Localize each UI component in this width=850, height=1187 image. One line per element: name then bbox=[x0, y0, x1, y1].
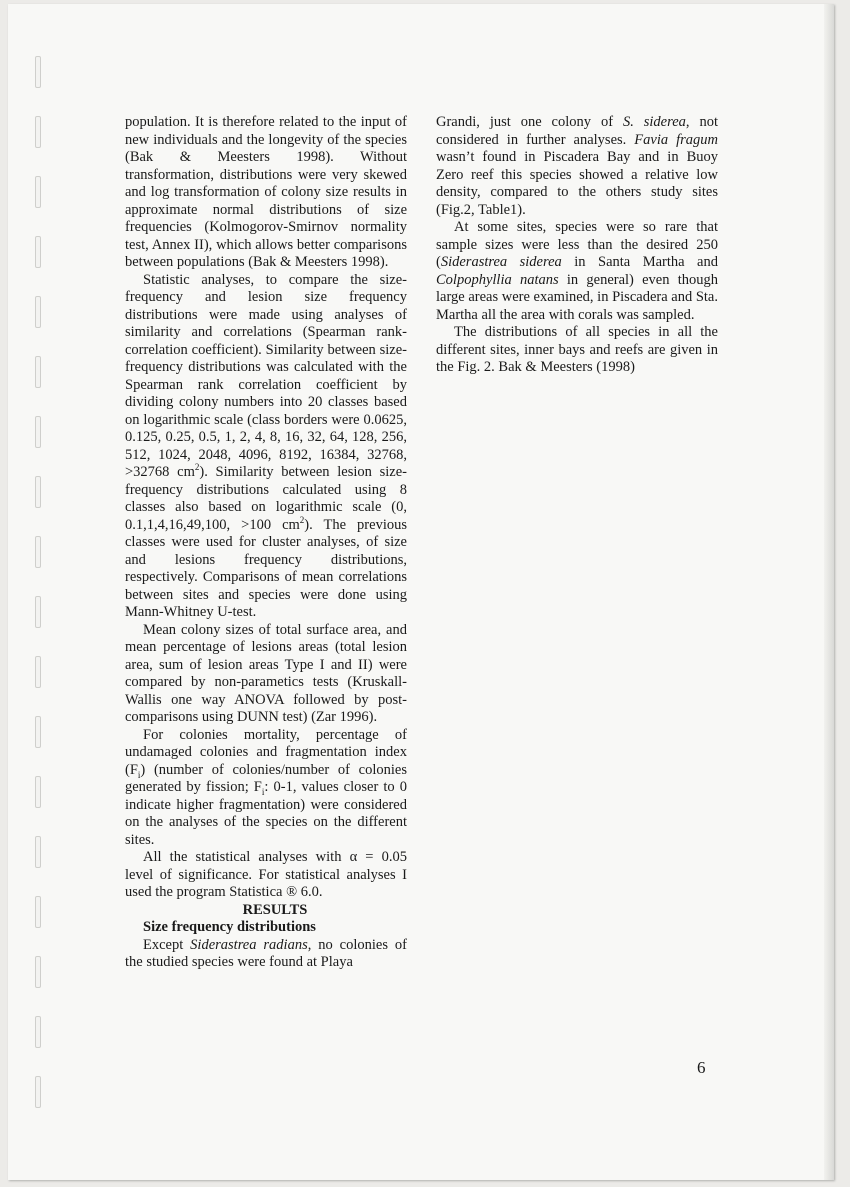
binding-hole bbox=[35, 656, 41, 688]
subsection-heading: Size frequency distributions bbox=[143, 919, 316, 935]
paragraph: population. It is therefore related to the input of new individuals and the longevity of the species (Bak & Meesters 1998). Without transformation, distributions were very skewed and log transformation of colony size results in approximate normal distributions of size frequencies (Kolmogorov-Smirnov normality test, Annex II), which allows better comparisons between populations (Bak & Meesters 1998). bbox=[125, 114, 407, 270]
binding-hole bbox=[35, 776, 41, 808]
binding-hole bbox=[35, 596, 41, 628]
binding-hole bbox=[35, 176, 41, 208]
right-column bbox=[436, 114, 718, 377]
paragraph: Grandi, just one colony of S. siderea, not considered in further analyses. Favia fragum wasn’t found in Piscadera Bay and in Buoy Zero reef this species showed a relative low density, compared to the others study sites (Fig.2, Table1). bbox=[436, 114, 718, 218]
binding-hole bbox=[35, 476, 41, 508]
paragraph: Mean colony sizes of total surface area, and mean percentage of lesions areas (total lesion area, sum of lesion areas Type I and II) were compared by non-parametics tests (Kruskall-Wallis one way ANOVA followed by post-comparisons using DUNN test) (Zar 1996). bbox=[125, 621, 407, 725]
binding-hole bbox=[35, 716, 41, 748]
binding-hole bbox=[35, 116, 41, 148]
binding-hole bbox=[35, 236, 41, 268]
binding-hole bbox=[35, 1016, 41, 1048]
paragraph: Statistic analyses, to compare the size-frequency and lesion size frequency distributions were made using analyses of similarity and correlations (Spearman rank-correlation coefficient). Similarity between size-frequency distributions was calculated with the Spearman rank correlation coefficient by dividing colony numbers into 20 classes based on logarithmic scale (class borders were 0.0625, 0.125, 0.25, 0.5, 1, 2, 4, 8, 16, 32, 64, 128, 256, 512, 1024, 2048, 4096, 8192, 16384, 32768, >32768 $cm^2$). Similarity between lesion size-frequency distributions calculated using 8 classes also based on logarithmic scale (0, 0.1,1,4,16,49,100, >100 $cm^2$). The previous classes were used for cluster analyses, of size and lesions frequency distributions, respectively. Comparisons of mean correlations between sites and species were done using Mann-Whitney U-test. bbox=[125, 271, 407, 620]
paragraph: At some sites, species were so rare that sample sizes were less than the desired 250 (Siderastrea siderea in Santa Martha and Colpophyllia natans in general) even though large areas were examined, in Piscadera and Sta. Martha all the area with corals was sampled. bbox=[436, 219, 718, 323]
binding-hole bbox=[35, 896, 41, 928]
left-column bbox=[125, 114, 407, 972]
binding-hole bbox=[35, 536, 41, 568]
binding-hole bbox=[35, 836, 41, 868]
binding-hole bbox=[35, 356, 41, 388]
page-edge-shadow bbox=[824, 4, 834, 1180]
binding-hole bbox=[35, 1076, 41, 1108]
paragraph: For colonies mortality, percentage of undamaged colonies and fragmentation index $(F_i)$ (number of colonies/number of colonies generated by fission; $F_i$: 0-1, values closer to 0 indicate higher fragmentation) were considered on the analyses of the species on the different sites. bbox=[125, 726, 407, 848]
paragraph: All the statistical analyses with α = 0.05 level of significance. For statistical analyses I used the program Statistica ® 6.0. bbox=[125, 849, 407, 900]
binding-hole bbox=[35, 296, 41, 328]
page-number: 6 bbox=[697, 1058, 706, 1077]
paragraph: The distributions of all species in all the different sites, inner bays and reefs are given in the Fig. 2. Bak & Meesters (1998) bbox=[436, 324, 718, 375]
document-page bbox=[8, 4, 834, 1180]
binding-hole bbox=[35, 956, 41, 988]
binding-hole bbox=[35, 56, 41, 88]
paragraph: Except Siderastrea radians, no colonies of the studied species were found at Playa bbox=[125, 936, 407, 970]
results-heading: RESULTS bbox=[242, 901, 308, 918]
binding-hole bbox=[35, 416, 41, 448]
